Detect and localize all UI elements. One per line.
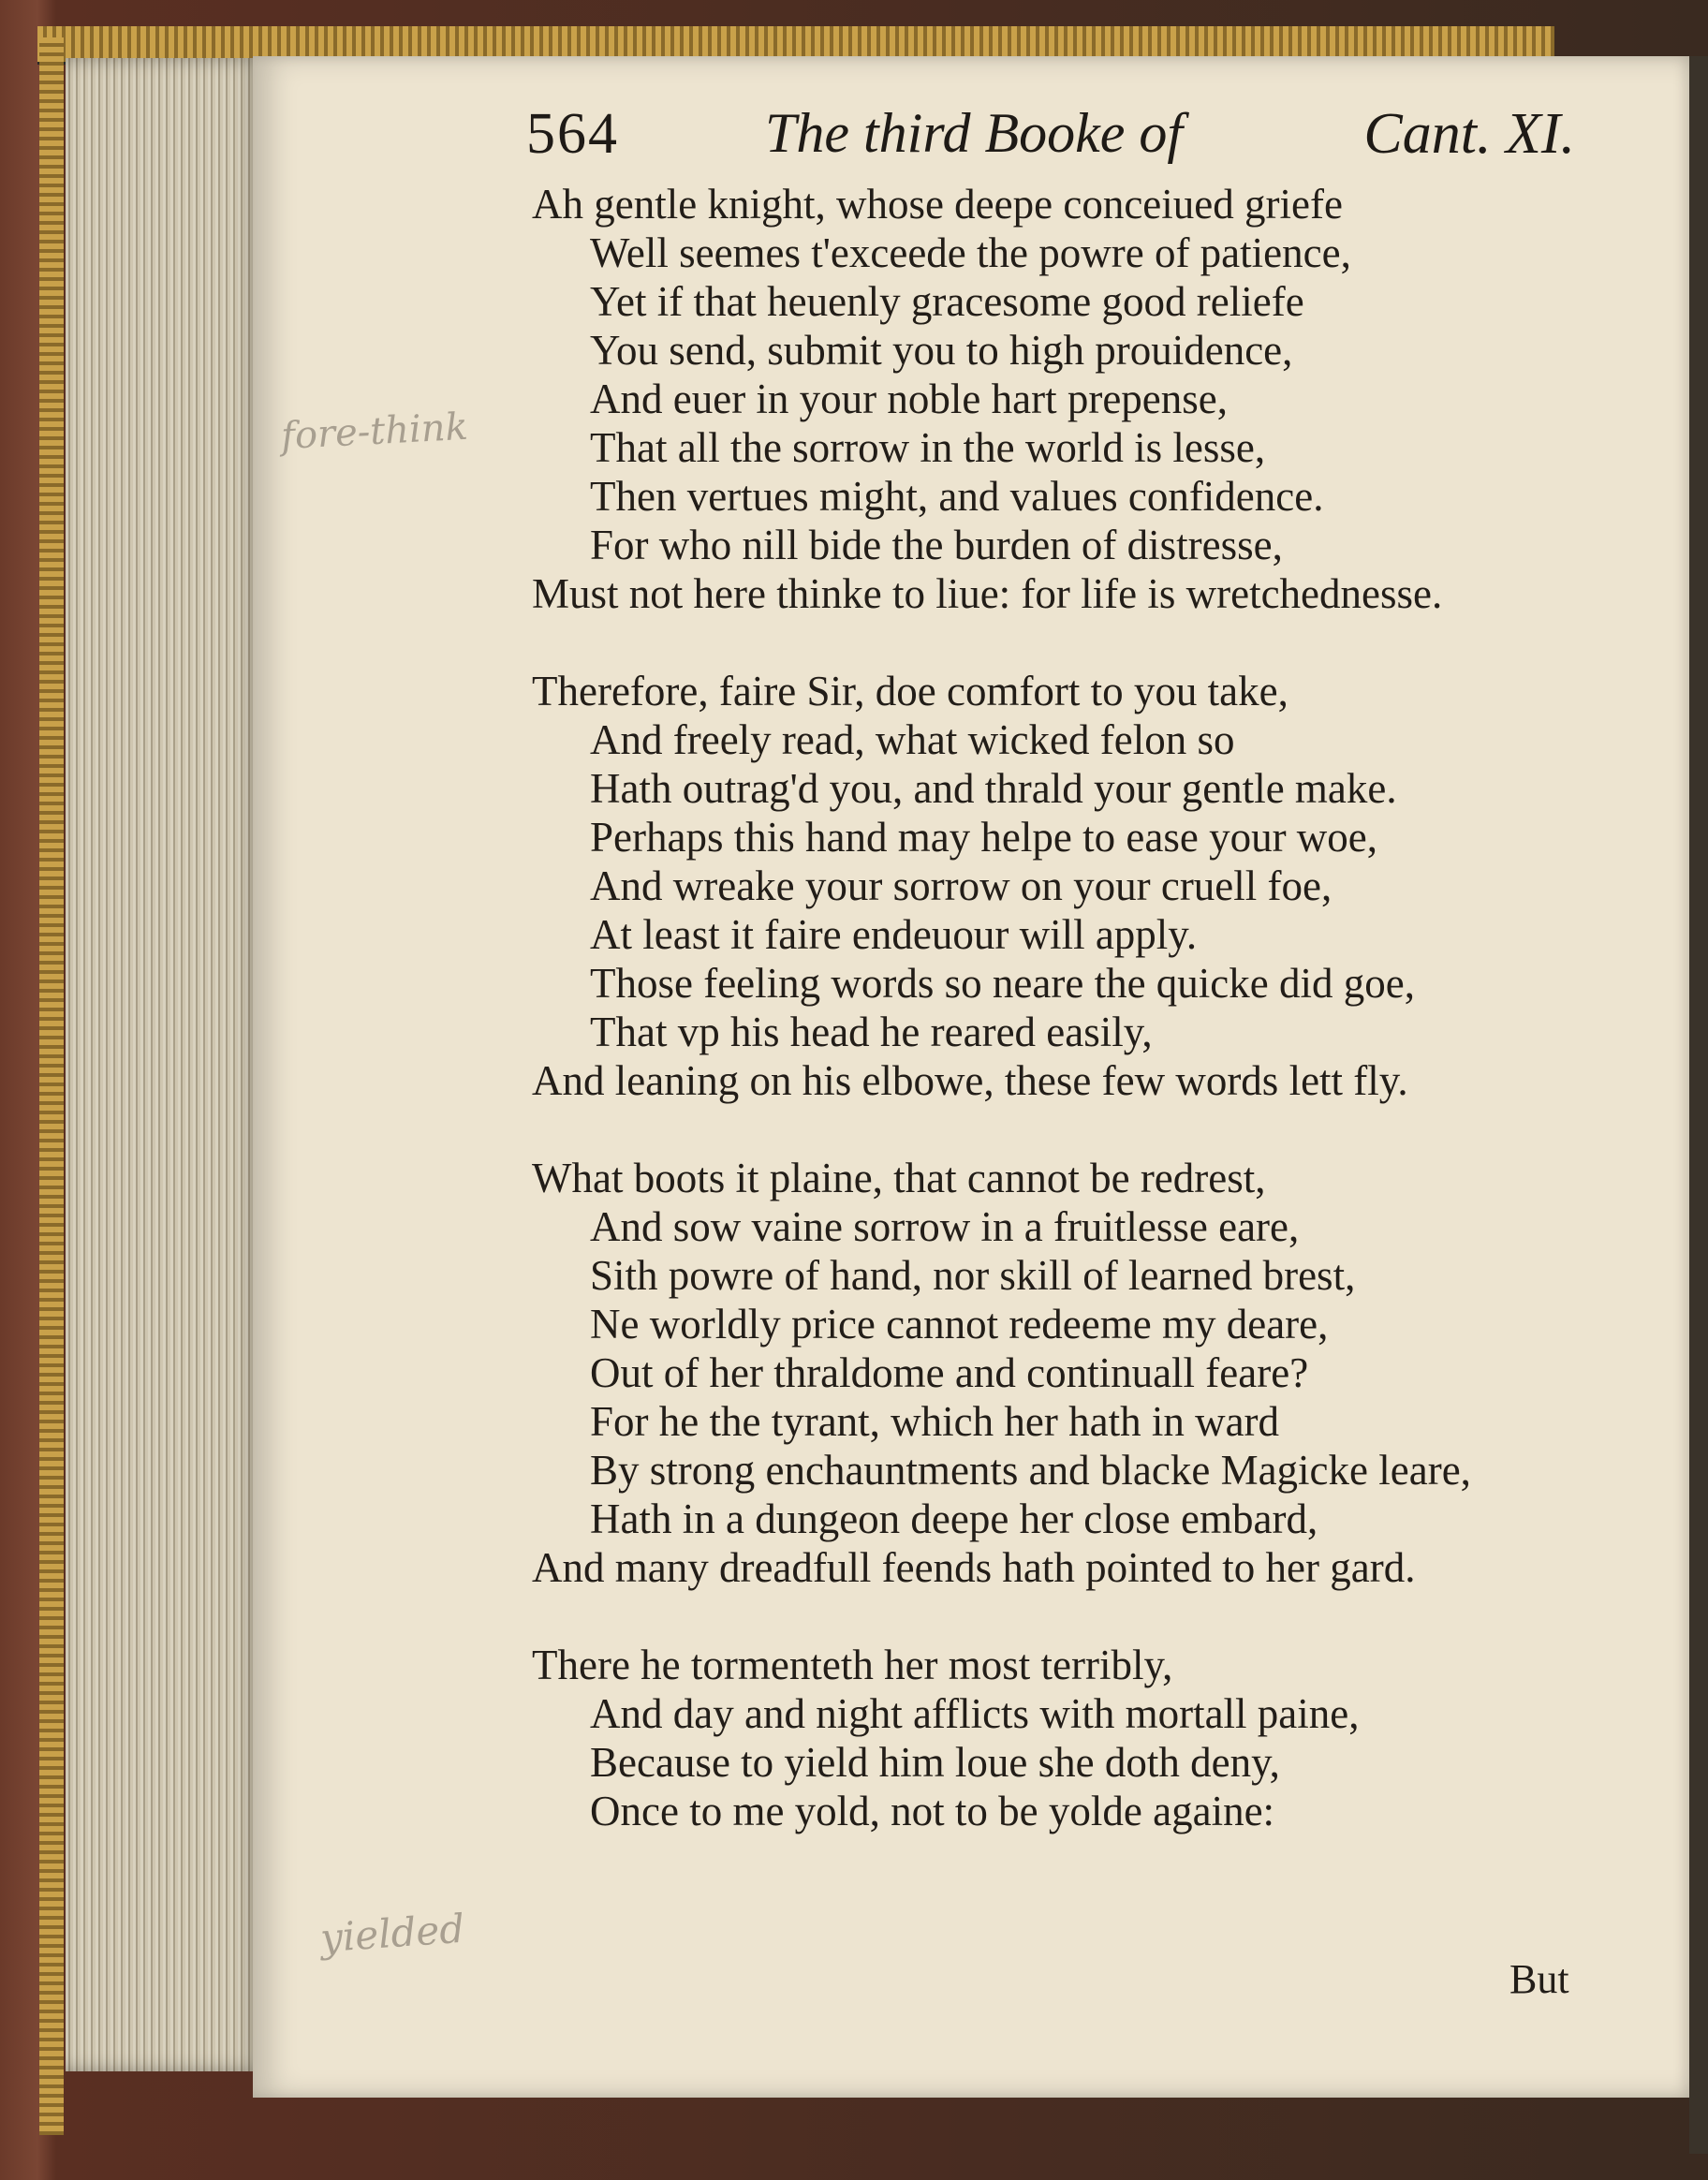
marginal-annotation: fore-think bbox=[279, 405, 469, 459]
verse-line: Must not here thinke to liue: for life is wretchednesse. bbox=[532, 570, 1443, 617]
verse-line: Hath in a dungeon deepe her close embard, bbox=[590, 1495, 1318, 1542]
verse-line: At least it faire endeuour will apply. bbox=[590, 911, 1198, 958]
verse-line: For he the tyrant, which her hath in ward bbox=[590, 1398, 1280, 1445]
canto-label: Cant. XI. bbox=[1363, 102, 1575, 166]
stanza bbox=[532, 1641, 1599, 1835]
verse-line: Ne worldly price cannot redeeme my deare, bbox=[590, 1301, 1329, 1348]
verse-line: Because to yield him loue she doth deny, bbox=[590, 1739, 1280, 1786]
verse-line: Out of her thraldome and continuall feare? bbox=[590, 1349, 1309, 1396]
verse-line: Then vertues might, and values confidence. bbox=[590, 473, 1324, 520]
right-page-edge bbox=[1689, 56, 1708, 2154]
page-number: 564 bbox=[526, 102, 619, 166]
verse-line: Therefore, faire Sir, doe comfort to you take, bbox=[532, 668, 1288, 714]
verse-line: Well seemes t'exceede the powre of patience, bbox=[590, 229, 1351, 276]
verse-line: Those feeling words so neare the quicke did goe, bbox=[590, 960, 1415, 1007]
verse-line: You send, submit you to high prouidence, bbox=[590, 327, 1293, 374]
verse-line: Perhaps this hand may helpe to ease your woe, bbox=[590, 814, 1378, 861]
verse-line: And many dreadfull feends hath pointed to her gard. bbox=[532, 1544, 1416, 1591]
verse-line: And sow vaine sorrow in a fruitlesse eare, bbox=[590, 1203, 1300, 1250]
verse-line: Hath outrag'd you, and thrald your gentle make. bbox=[590, 765, 1397, 812]
verse-line: By strong enchauntments and blacke Magicke leare, bbox=[590, 1447, 1471, 1494]
verse-line: And euer in your noble hart prepense, bbox=[590, 376, 1229, 422]
running-head: The third Booke of bbox=[765, 102, 1184, 164]
verse-line: And freely read, what wicked felon so bbox=[590, 716, 1235, 763]
verse-line: And wreake your sorrow on your cruell foe, bbox=[590, 862, 1333, 909]
gilt-left-edge bbox=[39, 37, 64, 2135]
verse-line: That vp his head he reared easily, bbox=[590, 1009, 1153, 1055]
page-header bbox=[526, 101, 1575, 176]
verse-line: Yet if that heuenly gracesome good reliefe bbox=[590, 278, 1304, 325]
stanza bbox=[532, 1154, 1599, 1592]
page-edges bbox=[66, 58, 262, 2071]
verse-line: For who nill bide the burden of distresse, bbox=[590, 522, 1283, 568]
verse-line: That all the sorrow in the world is lesse, bbox=[590, 424, 1266, 471]
marginal-annotation: yielded bbox=[318, 1905, 466, 1962]
verse-line: Ah gentle knight, whose deepe conceiued griefe bbox=[532, 181, 1343, 228]
stanza bbox=[532, 180, 1599, 618]
poem-text bbox=[532, 180, 1599, 1884]
stanza bbox=[532, 667, 1599, 1105]
verse-line: Sith powre of hand, nor skill of learned brest, bbox=[590, 1252, 1356, 1299]
catchword: But bbox=[1509, 1956, 1569, 2002]
verse-line: There he tormenteth her most terribly, bbox=[532, 1642, 1173, 1688]
verse-line: Once to me yold, not to be yolde againe: bbox=[590, 1788, 1275, 1834]
verse-line: And leaning on his elbowe, these few words lett fly. bbox=[532, 1057, 1408, 1104]
verse-line: What boots it plaine, that cannot be redrest, bbox=[532, 1155, 1266, 1201]
verse-line: And day and night afflicts with mortall paine, bbox=[590, 1690, 1360, 1737]
